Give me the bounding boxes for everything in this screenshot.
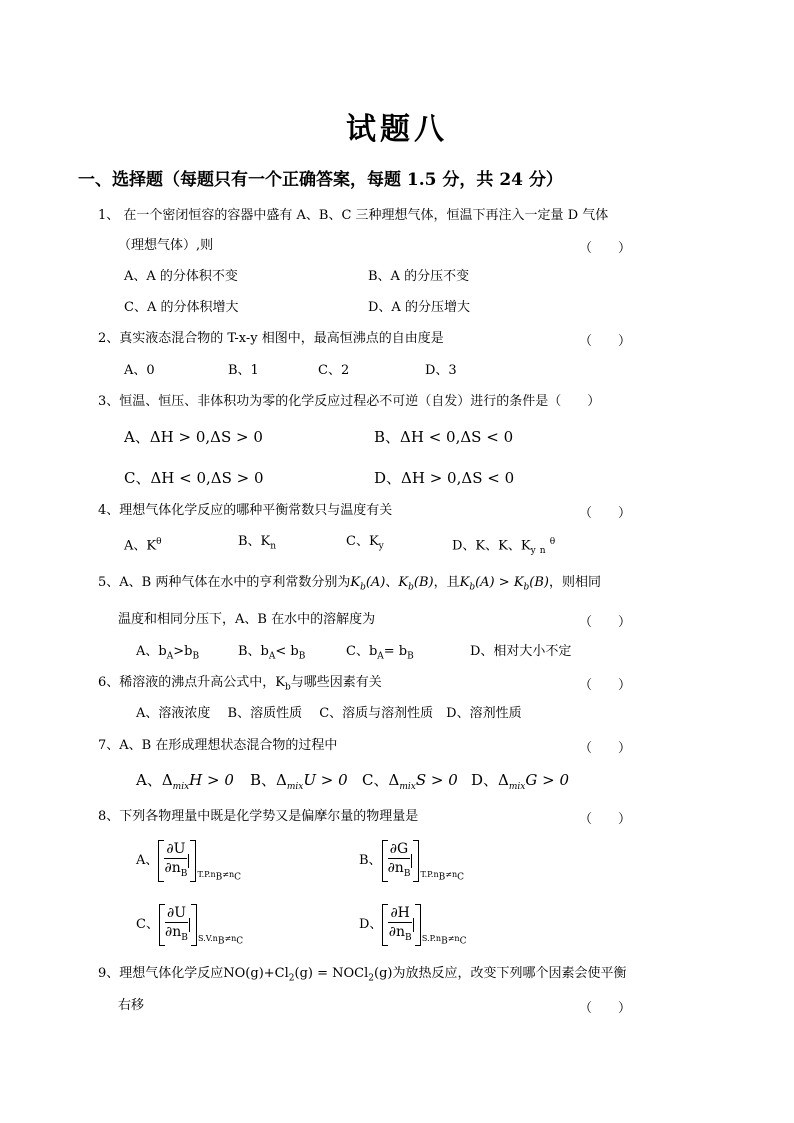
q3-option-c: C、ΔH < 0,ΔS > 0 (124, 469, 264, 487)
q6-options: A、溶液浓度 B、溶质性质 C、溶质与溶剂性质 D、溶剂性质 (136, 706, 522, 721)
q8-d-label: D、 (359, 917, 383, 933)
q9-text-a: 9、理想气体化学反应NO(g)+Cl (98, 966, 289, 981)
q8-b-cond-b: B (438, 872, 446, 883)
q5-kb-c-arg: (A) (475, 575, 495, 590)
q2-option-c: C、2 (318, 363, 350, 378)
question-5-line2: 温度和相同分压下，A、B 在水中的溶解度为 (118, 612, 376, 627)
q8-b-expression (382, 840, 464, 883)
q3-option-b: B、ΔH < 0,ΔS < 0 (374, 428, 514, 446)
q5-c-sub2: B (407, 651, 414, 662)
q8-b-num: ∂G (388, 840, 411, 859)
question-6 (98, 674, 382, 697)
q4-option-b (238, 533, 276, 556)
q7-option-b (250, 771, 348, 796)
q8-d-cond-tail: ≠n (447, 934, 460, 944)
q8-c-num: ∂U (166, 905, 186, 921)
q8-d-den-sub: B (404, 932, 412, 943)
q8-b-cond: T.P.n (420, 870, 439, 880)
question-1-line1: 1、 在一个密闭恒容的容器中盛有 A、B、C 三种理想气体，恒温下再注入一定量 D 气体 (98, 208, 609, 223)
q3-option-d: D、ΔH > 0,ΔS < 0 (374, 469, 515, 487)
q5-c-rel: = b (383, 644, 408, 659)
q5-gt: > (494, 575, 514, 590)
q5-b-label: B、b (238, 644, 269, 659)
question-5-line1 (98, 574, 601, 597)
q7-c-mix: mix (399, 782, 416, 792)
q5-c-sub1: A (377, 651, 384, 662)
q8-c-cond-tail: ≠n (224, 934, 237, 944)
q8-d-cond-b: B (441, 936, 448, 947)
q8-d-cond-c: C (459, 936, 467, 947)
q5-text-a: 5、A、B 两种气体在水中的亨利常数分别为 (98, 575, 351, 590)
q8-d-num: ∂H (390, 905, 410, 921)
q7-b-var: U > 0 (303, 771, 348, 789)
q5-option-d: D、相对大小不定 (470, 644, 572, 659)
q1-option-b: B、A 的分压不变 (368, 269, 470, 284)
question-2: 2、真实液态混合物的 T-x-y 相图中，最高恒沸点的自由度是 (98, 331, 444, 346)
q2-option-b: B、1 (228, 363, 259, 378)
q4-d-sub2: n (539, 545, 546, 556)
answer-blank-6: （ ） (579, 678, 632, 693)
q8-d-expression (382, 904, 466, 947)
q3-option-a: A、ΔH > 0,ΔS > 0 (124, 428, 263, 446)
q4-option-d (452, 533, 555, 560)
q8-a-cond-c: C (234, 872, 241, 883)
q7-option-d (471, 771, 569, 796)
q8-option-c (136, 904, 243, 947)
q5-kb-c-sub: b (469, 582, 476, 593)
q5-option-b (238, 643, 305, 666)
q4-b-sub: n (270, 541, 277, 552)
q5-b-rel: < b (275, 644, 299, 659)
q8-a-num: ∂U (166, 841, 186, 857)
question-9-line2: 右移 (118, 998, 145, 1013)
q8-b-label: B、 (359, 853, 382, 869)
q5-text-b: ，且 (433, 575, 460, 590)
q5-kb-a-arg: (A) (365, 575, 386, 590)
q5-kb-a-sub: b (360, 582, 366, 593)
q5-kb-b-arg: (B) (413, 575, 434, 590)
q5-a-label: A、b (136, 644, 167, 659)
answer-blank-2: （ ） (579, 334, 632, 349)
q4-option-c (346, 533, 384, 556)
q8-c-cond: S.V.n (198, 934, 218, 944)
q4-c-label: C、K (346, 534, 379, 549)
q5-option-c (346, 643, 414, 666)
q4-b-label: B、K (238, 534, 271, 549)
q7-a-label: A、Δ (136, 771, 173, 789)
q8-d-cond: S.P.n (421, 934, 442, 944)
answer-blank-4: （ ） (579, 506, 632, 521)
q8-a-cond-b: B (215, 872, 223, 883)
q8-option-a (136, 840, 241, 883)
q5-sep: 、 (385, 575, 399, 590)
q4-d-sup: θ (549, 537, 556, 547)
q7-c-var: S > 0 (415, 771, 458, 789)
q8-c-expression (159, 904, 243, 947)
q5-option-a (136, 643, 199, 666)
q5-kb-d-arg: (B) (529, 575, 549, 590)
q9-text-c: (g)为放热反应，改变下列哪个因素会使平衡 (374, 966, 627, 981)
q2-option-d: D、3 (425, 363, 457, 378)
q7-d-mix: mix (508, 782, 526, 792)
question-7: 7、A、B 在形成理想状态混合物的过程中 (98, 738, 338, 753)
q8-option-d (359, 904, 466, 947)
q1-option-a: A、A 的分体积不变 (124, 269, 238, 284)
q4-a-label: A、K (124, 538, 157, 554)
q8-b-cond-c: C (457, 872, 464, 883)
q1-option-c: C、A 的分体积增大 (124, 300, 239, 315)
q4-d-label: D、K、K、K (452, 538, 531, 554)
q8-c-den-sub: B (181, 932, 188, 943)
q4-a-sup: θ (156, 537, 162, 547)
q7-b-label: B、Δ (250, 771, 287, 789)
q7-option-a (136, 771, 234, 796)
q5-kb-b: K (398, 575, 409, 590)
q5-kb-c: K (459, 575, 470, 590)
q8-a-expression (158, 840, 241, 883)
q8-d-den: ∂n (388, 924, 405, 940)
q9-text-b: (g) = NOCl (294, 966, 369, 981)
q6-text-b: 与哪些因素有关 (290, 675, 382, 690)
q8-c-den: ∂n (165, 924, 182, 940)
section-heading: 一、选择题（每题只有一个正确答案，每题 1.5 分，共 24 分） (78, 170, 563, 190)
q8-a-cond-tail: ≠n (222, 870, 235, 880)
q7-a-var: H > 0 (189, 771, 234, 789)
answer-blank-7: （ ） (579, 741, 632, 756)
q5-kb-a: K (350, 575, 361, 590)
q5-a-sub2: B (192, 651, 200, 662)
q9-sub1: 2 (288, 973, 295, 984)
q8-a-label: A、 (136, 853, 159, 869)
answer-blank-5: （ ） (579, 615, 632, 630)
q5-kb-b-sub: b (408, 582, 414, 593)
q8-b-cond-tail: ≠n (445, 870, 458, 880)
q7-b-mix: mix (286, 782, 304, 792)
q5-kb-d: K (513, 575, 524, 590)
answer-blank-1: （ ） (579, 241, 632, 256)
q8-a-den: ∂n (164, 860, 181, 876)
q4-c-sub: y (378, 541, 384, 552)
question-9-line1 (98, 965, 626, 988)
q7-d-var: G > 0 (525, 771, 569, 789)
q8-a-den-sub: B (180, 868, 188, 879)
q8-c-cond-c: C (236, 936, 244, 947)
answer-blank-8: （ ） (579, 812, 632, 827)
q4-option-a (124, 533, 162, 555)
q4-d-sub1: y (530, 545, 536, 556)
answer-blank-9: （ ） (579, 1001, 632, 1016)
q1-option-d: D、A 的分压增大 (368, 300, 470, 315)
q9-sub2: 2 (368, 973, 375, 984)
q6-sub: b (284, 682, 291, 693)
q5-b-sub1: A (268, 651, 276, 662)
q7-c-label: C、Δ (362, 771, 400, 789)
q8-c-cond-b: B (217, 936, 225, 947)
q5-b-sub2: B (298, 651, 306, 662)
page-title: 试题八 (346, 112, 448, 147)
q2-option-a: A、0 (124, 363, 155, 378)
question-8: 8、下列各物理量中既是化学势又是偏摩尔量的物理量是 (98, 809, 419, 824)
q5-a-rel: >b (173, 644, 193, 659)
q8-a-cond: T.P.n (197, 870, 216, 880)
q6-text-a: 6、稀溶液的沸点升高公式中，K (98, 675, 285, 690)
q5-a-sub1: A (166, 651, 174, 662)
q8-c-label: C、 (136, 917, 159, 933)
question-1-line2: （理想气体）,则 (118, 238, 214, 253)
q8-option-b (359, 840, 464, 883)
q8-b-den: ∂n (387, 860, 404, 876)
q7-a-mix: mix (172, 782, 190, 792)
q5-kb-d-sub: b (523, 582, 530, 593)
q5-c-label: C、b (346, 644, 378, 659)
question-4: 4、理想气体化学反应的哪种平衡常数只与温度有关 (98, 503, 393, 518)
q7-d-label: D、Δ (471, 771, 509, 789)
q5-text-c: ，则相同 (549, 575, 602, 590)
q8-b-den-sub: B (403, 868, 411, 879)
q7-option-c (362, 771, 458, 796)
question-3: 3、恒温、恒压、非体积功为零的化学反应过程必不可逆（自发）进行的条件是（ ） (98, 394, 601, 409)
